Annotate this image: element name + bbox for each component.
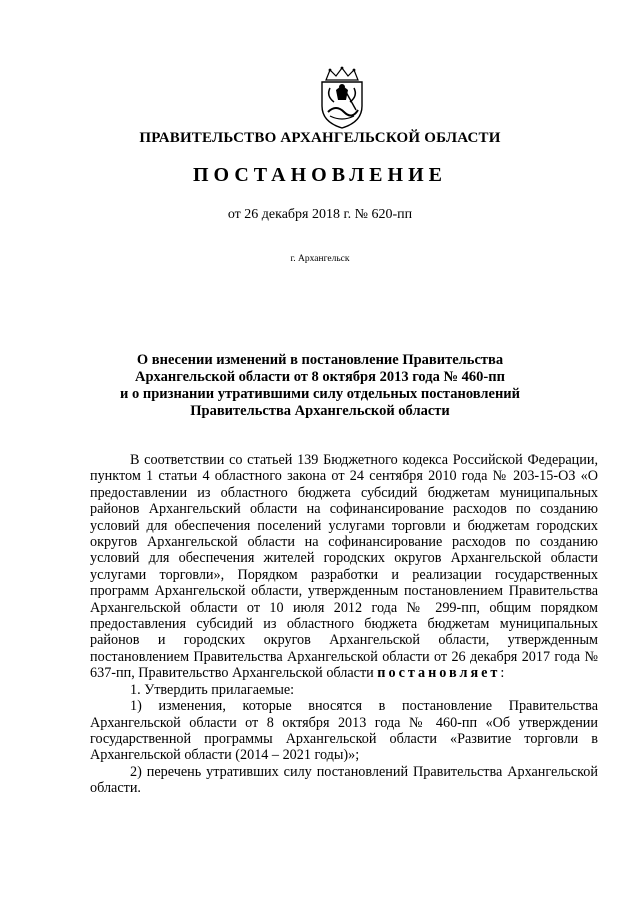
- item-1-1: 1) изменения, которые вносятся в постановление Правительства Архангельской области от 8 октября 2013 года № 460-пп «Об утверждении государственной программы Архангельской области «Развитие торговли в Архангельской области (2014 – 2021 годы)»;: [90, 698, 598, 764]
- decree-colon: :: [500, 665, 505, 682]
- preamble-paragraph: [90, 452, 598, 682]
- decree-word: постановляет: [377, 665, 501, 682]
- item-1-2: 2) перечень утративших силу постановлений Правительства Архангельской области.: [90, 763, 598, 797]
- document-type-heading: ПОСТАНОВЛЕНИЕ: [193, 164, 447, 186]
- document-city: г. Архангельск: [290, 254, 350, 264]
- coat-of-arms-icon: [316, 66, 368, 130]
- document-date-number: от 26 декабря 2018 г. № 620-пп: [227, 207, 413, 222]
- item-1: 1. Утвердить прилагаемые:: [130, 681, 295, 698]
- preamble-text: В соответствии со статьей 139 Бюджетного кодекса Российской Федерации, пунктом 1 статьи 4 областного закона от 24 сентября 2010 года № 203-15-ОЗ «О предоставлении из областного бюджета субсидий бюджетам муниципальных районов Архангельский области на софинансирование расходов по созданию условий для обеспечения поселений услугами торговли и бюджетам городских округов Архангельской области на софинансирование расходов по созданию условий для обеспечения жителей городских округов Архангельской области услугами торговли», Порядком разработки и реализации государственных программ Архангельской области, утвержденным постановлением Правительства Архангельской области от 10 июля 2012 года № 299-пп, общим порядком предоставления субсидий из областного бюджета бюджетам муниципальных районов и городских округов Архангельской области, утвержденным постановлением Правительства Архангельской области от 26 декабря 2017 года № 637-пп, Правительство Архангельской области: [90, 452, 598, 682]
- document-title: [100, 352, 540, 420]
- title-line: О внесении изменений в постановление Правительства: [136, 352, 504, 368]
- title-line: и о признании утратившими силу отдельных постановлений: [119, 386, 521, 402]
- document-body: [90, 452, 598, 797]
- title-line: Правительства Архангельской области: [190, 403, 450, 419]
- title-line: Архангельской области от 8 октября 2013 года № 460-пп: [135, 369, 505, 385]
- organization-name: ПРАВИТЕЛЬСТВО АРХАНГЕЛЬСКОЙ ОБЛАСТИ: [139, 130, 501, 146]
